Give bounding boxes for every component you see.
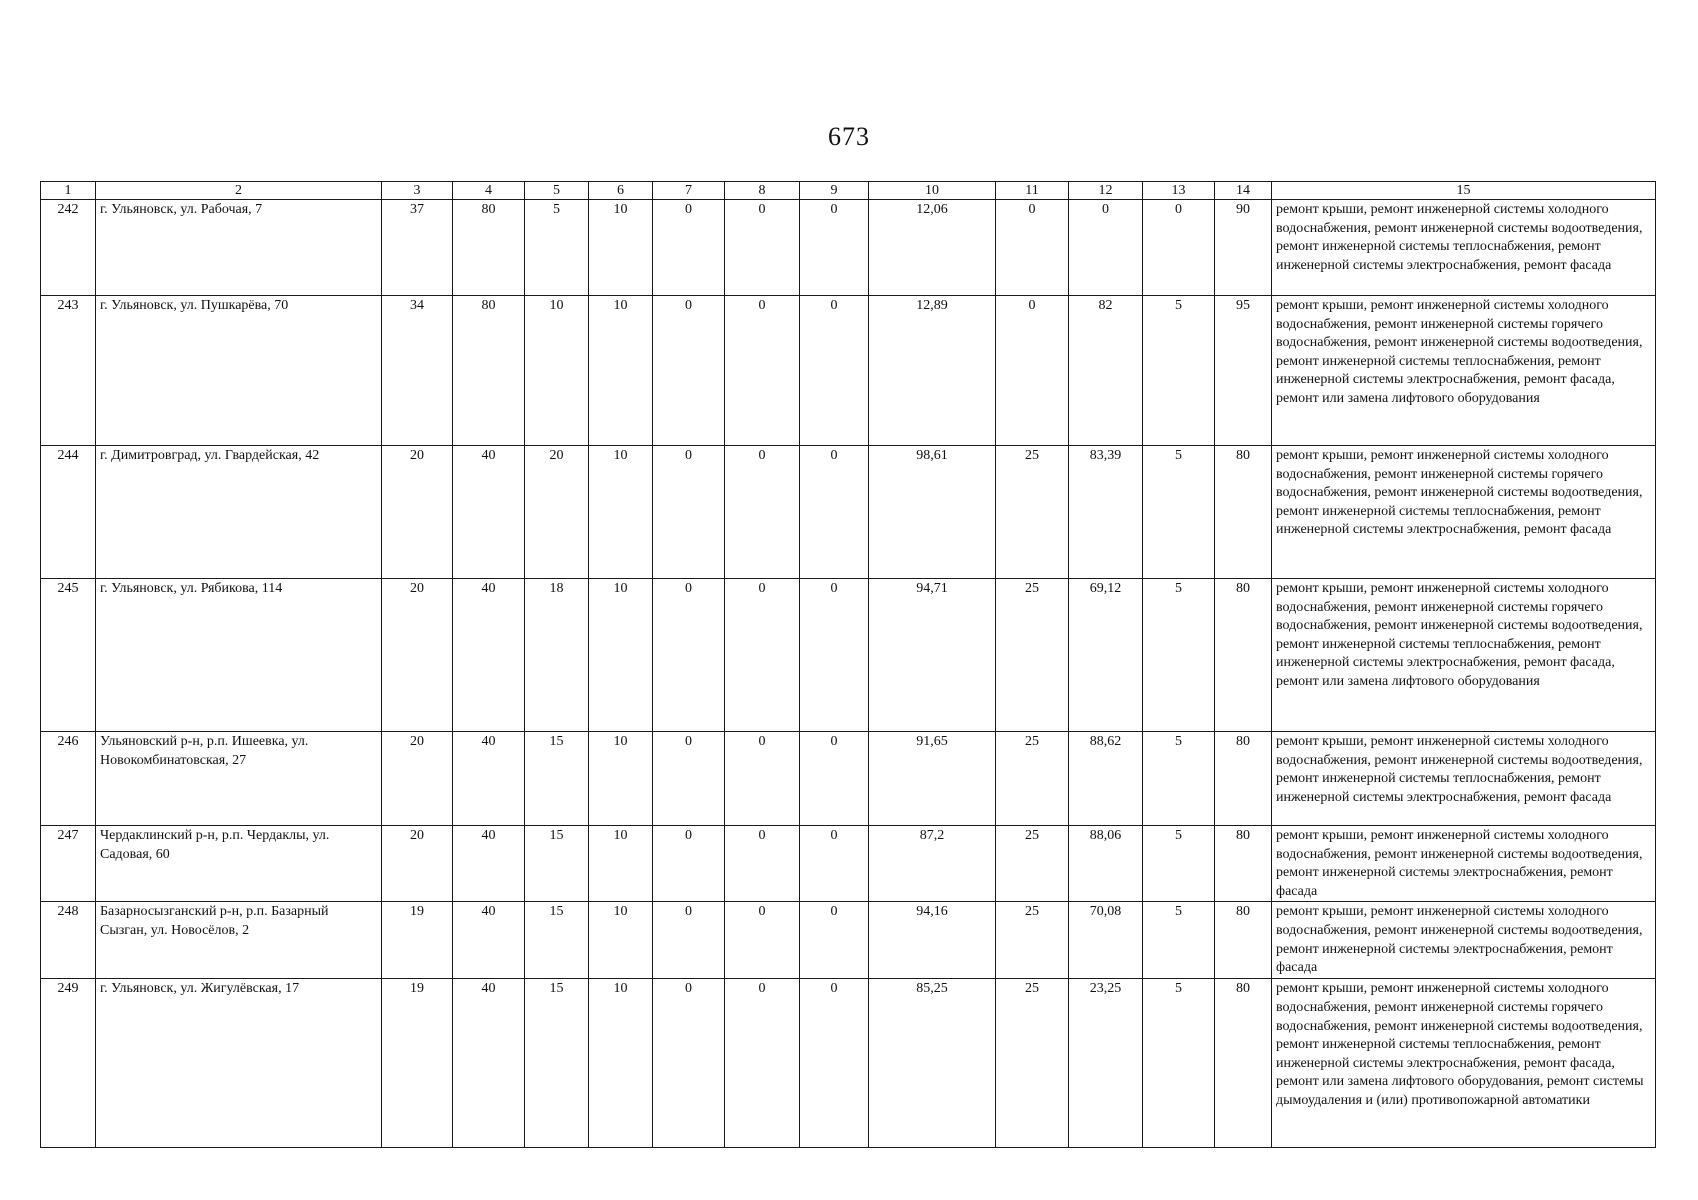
value-cell: 10 — [589, 979, 653, 1148]
value-cell: 20 — [525, 446, 589, 579]
value-cell: 40 — [453, 902, 525, 979]
repair-register-table — [40, 181, 1656, 1148]
table-row — [41, 732, 1656, 826]
value-cell: 0 — [725, 200, 800, 296]
column-header-14: 14 — [1215, 182, 1272, 200]
works-cell: ремонт крыши, ремонт инженерной системы холодного водоснабжения, ремонт инженерной системы водоотведения, ремонт инженерной системы теплоснабжения, ремонт инженерной системы электроснабжения, ремонт фасада — [1272, 200, 1656, 296]
value-cell: 25 — [996, 902, 1069, 979]
table-row — [41, 979, 1656, 1148]
value-cell: 0 — [800, 979, 869, 1148]
value-cell: 40 — [453, 446, 525, 579]
value-cell: 80 — [1215, 902, 1272, 979]
works-cell: ремонт крыши, ремонт инженерной системы холодного водоснабжения, ремонт инженерной системы водоотведения, ремонт инженерной системы электроснабжения, ремонт фасада — [1272, 902, 1656, 979]
value-cell: 95 — [1215, 296, 1272, 446]
value-cell: 18 — [525, 579, 589, 732]
value-cell: 5 — [1143, 902, 1215, 979]
value-cell: 20 — [382, 826, 453, 902]
value-cell: 0 — [800, 826, 869, 902]
value-cell: 85,25 — [869, 979, 996, 1148]
works-cell: ремонт крыши, ремонт инженерной системы холодного водоснабжения, ремонт инженерной системы горячего водоснабжения, ремонт инженерной системы водоотведения, ремонт инженерной системы теплоснабжения, ремонт инженерной системы электроснабжения, ремонт фасада — [1272, 446, 1656, 579]
value-cell: 0 — [725, 826, 800, 902]
column-header-4: 4 — [453, 182, 525, 200]
value-cell: 0 — [725, 979, 800, 1148]
value-cell: 25 — [996, 732, 1069, 826]
address-cell: Базарносызганский р-н, р.п. Базарный Сызган, ул. Новосёлов, 2 — [96, 902, 382, 979]
value-cell: 5 — [1143, 446, 1215, 579]
value-cell: 0 — [725, 296, 800, 446]
value-cell: 15 — [525, 826, 589, 902]
value-cell: 82 — [1069, 296, 1143, 446]
value-cell: 20 — [382, 446, 453, 579]
page-number: 673 — [828, 122, 870, 151]
row-number-cell: 247 — [41, 826, 96, 902]
works-cell: ремонт крыши, ремонт инженерной системы холодного водоснабжения, ремонт инженерной системы горячего водоснабжения, ремонт инженерной системы водоотведения, ремонт инженерной системы теплоснабжения, ремонт инженерной системы электроснабжения, ремонт фасада, ремонт или замена лифтового оборудования — [1272, 579, 1656, 732]
table-row — [41, 579, 1656, 732]
value-cell: 15 — [525, 732, 589, 826]
value-cell: 0 — [1069, 200, 1143, 296]
column-header-12: 12 — [1069, 182, 1143, 200]
value-cell: 12,06 — [869, 200, 996, 296]
address-cell: г. Ульяновск, ул. Рябикова, 114 — [96, 579, 382, 732]
value-cell: 88,62 — [1069, 732, 1143, 826]
value-cell: 80 — [1215, 826, 1272, 902]
column-header-6: 6 — [589, 182, 653, 200]
column-header-5: 5 — [525, 182, 589, 200]
row-number-cell: 249 — [41, 979, 96, 1148]
value-cell: 0 — [653, 826, 725, 902]
column-header-13: 13 — [1143, 182, 1215, 200]
value-cell: 10 — [525, 296, 589, 446]
column-header-7: 7 — [653, 182, 725, 200]
value-cell: 25 — [996, 446, 1069, 579]
column-number-header — [41, 182, 1656, 200]
value-cell: 0 — [725, 902, 800, 979]
value-cell: 25 — [996, 826, 1069, 902]
value-cell: 70,08 — [1069, 902, 1143, 979]
value-cell: 0 — [800, 579, 869, 732]
value-cell: 10 — [589, 732, 653, 826]
value-cell: 10 — [589, 579, 653, 732]
value-cell: 0 — [800, 200, 869, 296]
table-row — [41, 902, 1656, 979]
value-cell: 20 — [382, 579, 453, 732]
works-cell: ремонт крыши, ремонт инженерной системы холодного водоснабжения, ремонт инженерной системы горячего водоснабжения, ремонт инженерной системы водоотведения, ремонт инженерной системы теплоснабжения, ремонт инженерной системы электроснабжения, ремонт фасада, ремонт или замена лифтового оборудования, ремонт системы дымоудаления и (или) противопожарной автоматики — [1272, 979, 1656, 1148]
column-header-2: 2 — [96, 182, 382, 200]
value-cell: 15 — [525, 902, 589, 979]
value-cell: 0 — [653, 902, 725, 979]
value-cell: 0 — [800, 902, 869, 979]
value-cell: 25 — [996, 579, 1069, 732]
table-row — [41, 200, 1656, 296]
value-cell: 0 — [725, 446, 800, 579]
value-cell: 25 — [996, 979, 1069, 1148]
works-cell: ремонт крыши, ремонт инженерной системы холодного водоснабжения, ремонт инженерной системы водоотведения, ремонт инженерной системы электроснабжения, ремонт фасада — [1272, 826, 1656, 902]
value-cell: 15 — [525, 979, 589, 1148]
value-cell: 10 — [589, 902, 653, 979]
row-number-cell: 242 — [41, 200, 96, 296]
value-cell: 40 — [453, 579, 525, 732]
row-number-cell: 246 — [41, 732, 96, 826]
works-cell: ремонт крыши, ремонт инженерной системы холодного водоснабжения, ремонт инженерной системы горячего водоснабжения, ремонт инженерной системы водоотведения, ремонт инженерной системы теплоснабжения, ремонт инженерной системы электроснабжения, ремонт фасада, ремонт или замена лифтового оборудования — [1272, 296, 1656, 446]
value-cell: 0 — [996, 296, 1069, 446]
row-number-cell: 245 — [41, 579, 96, 732]
value-cell: 40 — [453, 732, 525, 826]
value-cell: 5 — [1143, 979, 1215, 1148]
works-cell: ремонт крыши, ремонт инженерной системы холодного водоснабжения, ремонт инженерной системы водоотведения, ремонт инженерной системы теплоснабжения, ремонт инженерной системы электроснабжения, ремонт фасада — [1272, 732, 1656, 826]
value-cell: 90 — [1215, 200, 1272, 296]
value-cell: 23,25 — [1069, 979, 1143, 1148]
value-cell: 10 — [589, 200, 653, 296]
value-cell: 80 — [1215, 446, 1272, 579]
value-cell: 94,16 — [869, 902, 996, 979]
address-cell: г. Ульяновск, ул. Жигулёвская, 17 — [96, 979, 382, 1148]
value-cell: 34 — [382, 296, 453, 446]
value-cell: 80 — [453, 200, 525, 296]
column-header-1: 1 — [41, 182, 96, 200]
value-cell: 0 — [725, 732, 800, 826]
table-row — [41, 446, 1656, 579]
value-cell: 98,61 — [869, 446, 996, 579]
value-cell: 0 — [653, 732, 725, 826]
value-cell: 0 — [653, 200, 725, 296]
value-cell: 91,65 — [869, 732, 996, 826]
value-cell: 19 — [382, 979, 453, 1148]
value-cell: 0 — [653, 579, 725, 732]
value-cell: 0 — [800, 296, 869, 446]
value-cell: 40 — [453, 979, 525, 1148]
value-cell: 5 — [525, 200, 589, 296]
table-row — [41, 296, 1656, 446]
header-row — [41, 182, 1656, 200]
column-header-15: 15 — [1272, 182, 1656, 200]
value-cell: 40 — [453, 826, 525, 902]
value-cell: 0 — [653, 296, 725, 446]
value-cell: 69,12 — [1069, 579, 1143, 732]
value-cell: 0 — [800, 446, 869, 579]
address-cell: Ульяновский р-н, р.п. Ишеевка, ул. Новокомбинатовская, 27 — [96, 732, 382, 826]
row-number-cell: 244 — [41, 446, 96, 579]
column-header-8: 8 — [725, 182, 800, 200]
address-cell: Чердаклинский р-н, р.п. Чердаклы, ул. Садовая, 60 — [96, 826, 382, 902]
value-cell: 83,39 — [1069, 446, 1143, 579]
value-cell: 0 — [1143, 200, 1215, 296]
value-cell: 80 — [1215, 579, 1272, 732]
value-cell: 10 — [589, 826, 653, 902]
value-cell: 87,2 — [869, 826, 996, 902]
address-cell: г. Ульяновск, ул. Рабочая, 7 — [96, 200, 382, 296]
value-cell: 5 — [1143, 296, 1215, 446]
value-cell: 88,06 — [1069, 826, 1143, 902]
value-cell: 37 — [382, 200, 453, 296]
value-cell: 5 — [1143, 579, 1215, 732]
table-body — [41, 200, 1656, 1148]
value-cell: 0 — [800, 732, 869, 826]
column-header-11: 11 — [996, 182, 1069, 200]
value-cell: 10 — [589, 296, 653, 446]
value-cell: 80 — [453, 296, 525, 446]
value-cell: 19 — [382, 902, 453, 979]
column-header-3: 3 — [382, 182, 453, 200]
value-cell: 0 — [725, 579, 800, 732]
value-cell: 20 — [382, 732, 453, 826]
value-cell: 0 — [653, 446, 725, 579]
value-cell: 5 — [1143, 732, 1215, 826]
value-cell: 0 — [996, 200, 1069, 296]
column-header-9: 9 — [800, 182, 869, 200]
row-number-cell: 243 — [41, 296, 96, 446]
value-cell: 12,89 — [869, 296, 996, 446]
value-cell: 0 — [653, 979, 725, 1148]
address-cell: г. Ульяновск, ул. Пушкарёва, 70 — [96, 296, 382, 446]
value-cell: 80 — [1215, 732, 1272, 826]
address-cell: г. Димитровград, ул. Гвардейская, 42 — [96, 446, 382, 579]
value-cell: 80 — [1215, 979, 1272, 1148]
column-header-10: 10 — [869, 182, 996, 200]
value-cell: 5 — [1143, 826, 1215, 902]
row-number-cell: 248 — [41, 902, 96, 979]
table-row — [41, 826, 1656, 902]
value-cell: 94,71 — [869, 579, 996, 732]
value-cell: 10 — [589, 446, 653, 579]
